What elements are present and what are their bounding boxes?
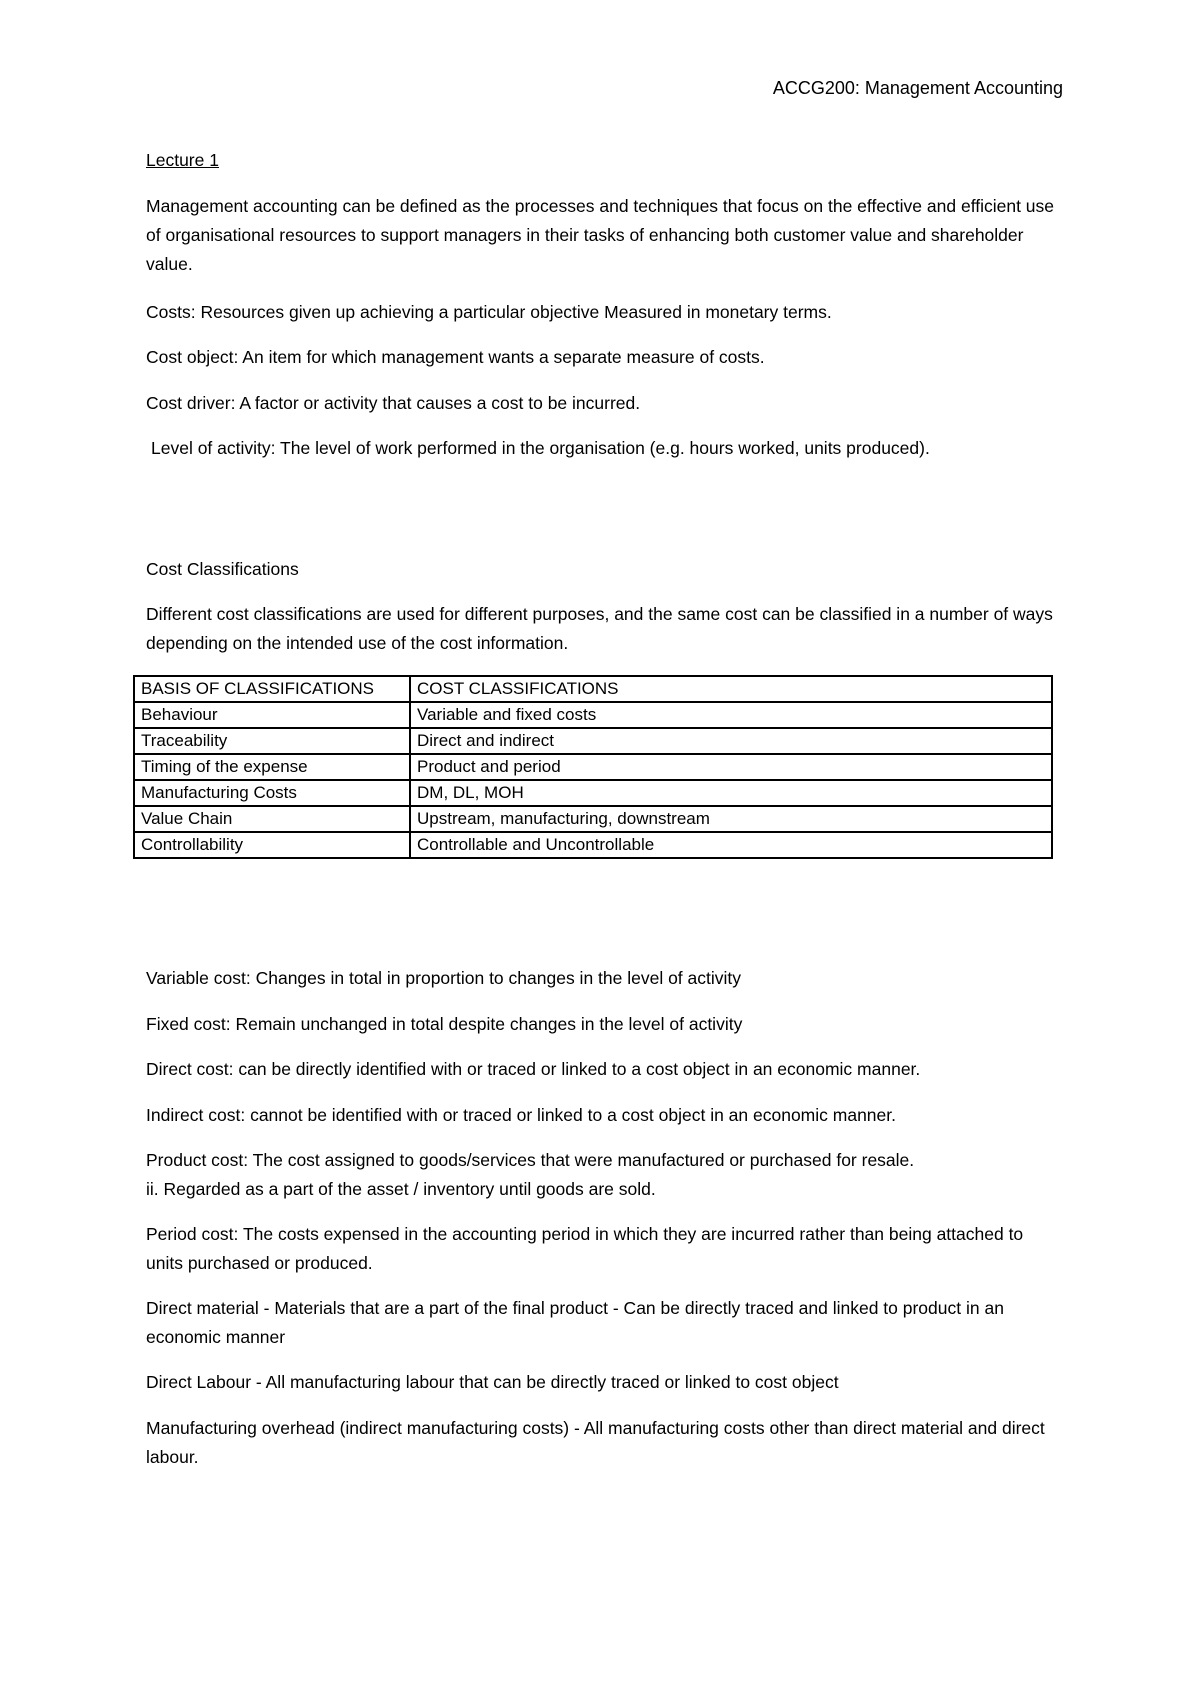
level-of-activity-definition: Level of activity: The level of work performed in the organisation (e.g. hours worked, units produced).: [151, 438, 930, 458]
cost-driver-definition: Cost driver: A factor or activity that causes a cost to be incurred.: [146, 393, 641, 413]
table-row: [134, 754, 1052, 780]
fixed-cost-definition: Fixed cost: Remain unchanged in total despite changes in the level of activity: [146, 1014, 743, 1034]
table-cell: Variable and fixed costs: [410, 702, 1052, 728]
management-accounting-definition: Management accounting can be defined as the processes and techniques that focus on the effective and efficient use of organisational resources to support managers in their tasks of enhancing both customer value and shareholder value.: [146, 196, 1055, 274]
indirect-cost-definition: Indirect cost: cannot be identified with or traced or linked to a cost object in an economic manner.: [146, 1105, 896, 1125]
table-header-row: [134, 676, 1052, 702]
cost-classification-table: [133, 675, 1053, 859]
table-header-cell: COST CLASSIFICATIONS: [410, 676, 1052, 702]
direct-material-definition: Direct material - Materials that are a part of the final product - Can be directly traced and linked to product in an economic manner: [146, 1298, 1004, 1347]
table-cell: Value Chain: [134, 806, 410, 832]
table-header-cell: BASIS OF CLASSIFICATIONS: [134, 676, 410, 702]
variable-cost-definition: Variable cost: Changes in total in proportion to changes in the level of activity: [146, 968, 742, 988]
direct-cost-definition: Direct cost: can be directly identified with or traced or linked to a cost object in an economic manner.: [146, 1059, 921, 1079]
table-cell: Timing of the expense: [134, 754, 410, 780]
table-row: [134, 702, 1052, 728]
lecture-title: Lecture 1: [146, 150, 219, 170]
cost-classifications-heading: Cost Classifications: [146, 559, 299, 579]
table-cell: DM, DL, MOH: [410, 780, 1052, 806]
table-cell: Upstream, manufacturing, downstream: [410, 806, 1052, 832]
manufacturing-overhead-definition: Manufacturing overhead (indirect manufacturing costs) - All manufacturing costs other than direct material and direct labour.: [146, 1418, 1045, 1467]
costs-definition: Costs: Resources given up achieving a particular objective Measured in monetary terms.: [146, 302, 832, 322]
table-cell: Direct and indirect: [410, 728, 1052, 754]
table-cell: Controllability: [134, 832, 410, 858]
period-cost-definition: Period cost: The costs expensed in the accounting period in which they are incurred rather than being attached to units purchased or produced.: [146, 1224, 1024, 1273]
course-header: ACCG200: Management Accounting: [772, 78, 1063, 98]
table-row: [134, 780, 1052, 806]
product-cost-definition: [146, 1146, 1066, 1204]
table-row: [134, 832, 1052, 858]
table-cell: Traceability: [134, 728, 410, 754]
cost-object-definition: Cost object: An item for which management wants a separate measure of costs.: [146, 347, 765, 367]
table-cell: Product and period: [410, 754, 1052, 780]
table-cell: Manufacturing Costs: [134, 780, 410, 806]
table-cell: Behaviour: [134, 702, 410, 728]
table-row: [134, 728, 1052, 754]
table-row: [134, 806, 1052, 832]
cost-classifications-intro: Different cost classifications are used for different purposes, and the same cost can be classified in a number of ways depending on the intended use of the cost information.: [146, 604, 1053, 653]
product-cost-line: Product cost: The cost assigned to goods/services that were manufactured or purchased for resale.: [146, 1150, 915, 1170]
table-cell: Controllable and Uncontrollable: [410, 832, 1052, 858]
direct-labour-definition: Direct Labour - All manufacturing labour that can be directly traced or linked to cost object: [146, 1372, 839, 1392]
product-cost-line: ii. Regarded as a part of the asset / inventory until goods are sold.: [146, 1179, 656, 1199]
